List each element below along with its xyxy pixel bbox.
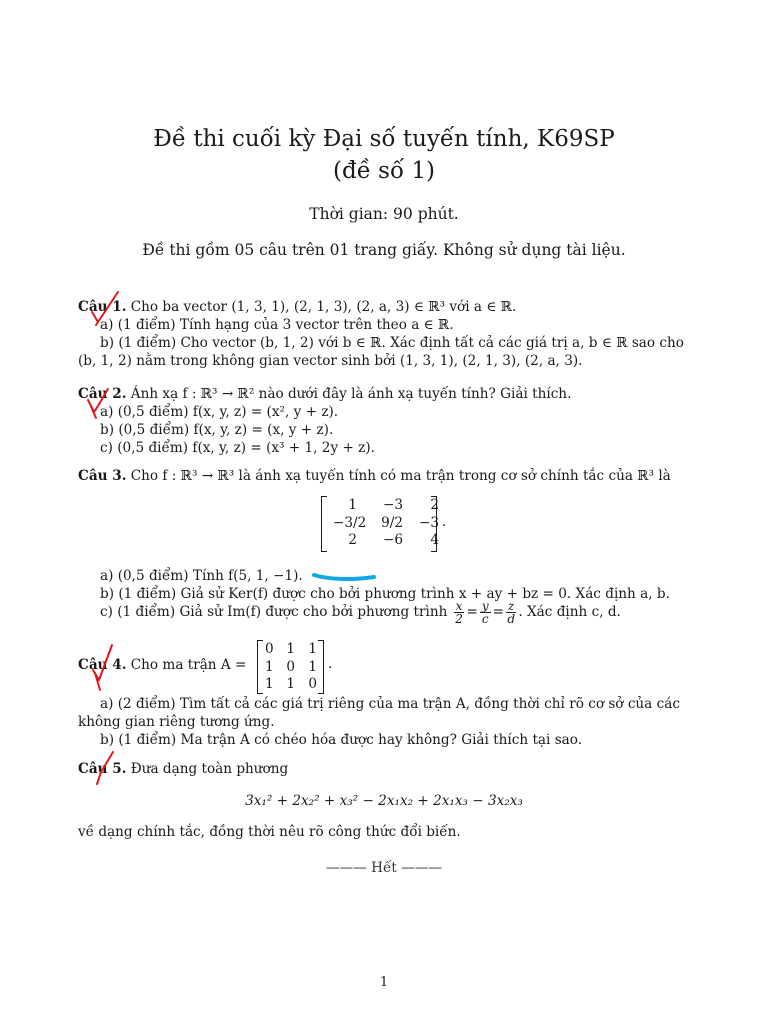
matrix-cell: 4 [430, 532, 439, 548]
frac-den: c [481, 612, 489, 626]
question-2-head: Câu 2. [78, 386, 127, 402]
quadratic-form: 3x₁² + 2x₂² + x₃² − 2x₁x₂ + 2x₁x₃ − 3x₂x₃ [245, 793, 523, 809]
red-check-mark [93, 645, 112, 690]
question-3-part-c-prefix: c) (1 điểm) Giả sử Im(f) được cho bởi phương trình [100, 604, 448, 620]
red-check-mark [92, 292, 118, 325]
matrix-cell: 0 [308, 676, 317, 692]
exam-time: Thời gian: 90 phút. [309, 205, 459, 223]
question-4-text: Cho ma trận A = [130, 657, 247, 673]
question-1-text: Cho ba vector (1, 3, 1), (2, 1, 3), (2, a, 3) ∈ ℝ³ với a ∈ ℝ. [130, 299, 517, 315]
question-1-part-b-cont: (b, 1, 2) nằm trong không gian vector sinh bởi (1, 3, 1), (2, 1, 3), (2, a, 3). [78, 353, 583, 369]
question-3-head: Câu 3. [78, 468, 127, 484]
red-check-mark [88, 389, 108, 418]
matrix-cell: 1 [348, 497, 357, 513]
matrix-cell: −3/2 [333, 514, 367, 531]
question-2-part-a: a) (0,5 điểm) f(x, y, z) = (x², y + z). [100, 404, 339, 420]
question-5-after: về dạng chính tắc, đồng thời nêu rõ công thức đổi biến. [78, 824, 461, 840]
red-check-mark [97, 752, 113, 784]
question-3-part-a: a) (0,5 điểm) Tính f(5, 1, −1). [100, 568, 303, 584]
question-2-text: Ánh xạ f : ℝ³ → ℝ² nào dưới đây là ánh xạ tuyến tính? Giải thích. [130, 386, 572, 402]
question-3-part-b: b) (1 điểm) Giả sử Ker(f) được cho bởi phương trình x + ay + bz = 0. Xác định a, b. [100, 586, 670, 602]
matrix-cell: −6 [382, 532, 403, 548]
matrix-cell: 2 [348, 532, 357, 548]
matrix-cell: 1 [286, 641, 295, 657]
end-marker: ——— Hết ——— [326, 860, 442, 876]
question-1-head: Câu 1. [78, 299, 127, 315]
blue-underline-mark [314, 575, 374, 579]
frac-num: x [455, 599, 463, 613]
question-4-part-b: b) (1 điểm) Ma trận A có chéo hóa được hay không? Giải thích tại sao. [100, 732, 583, 748]
exam-title: Đề thi cuối kỳ Đại số tuyến tính, K69SP [153, 126, 615, 152]
frac-den: d [507, 612, 516, 626]
question-4-part-a-cont: không gian riêng tương ứng. [78, 714, 275, 730]
matrix-cell: 1 [308, 641, 317, 657]
matrix-cell: 0 [265, 641, 274, 657]
question-4-part-a: a) (2 điểm) Tìm tất cả các giá trị riêng của ma trận A, đồng thời chỉ rõ cơ sở của các [100, 696, 680, 712]
exam-subtitle: (đề số 1) [333, 158, 435, 184]
question-3-part-c: c) (1 điểm) Giả sử Im(f) được cho bởi phương trình $\frac{x}{2}$ = $\frac{y}{c}$ = $\frac{z}{d}$ . Xác định c, d. [100, 599, 621, 626]
frac-num: y [481, 599, 489, 613]
question-3-text: Cho f : ℝ³ → ℝ³ là ánh xạ tuyến tính có ma trận trong cơ sở chính tắc của ℝ³ là [130, 468, 671, 484]
matrix-3-period: . [442, 514, 447, 530]
matrix-cell: 1 [265, 676, 274, 692]
question-1-part-b: b) (1 điểm) Cho vector (b, 1, 2) với b ∈ ℝ. Xác định tất cả các giá trị a, b ∈ ℝ sao cho [100, 335, 684, 351]
frac-num: z [508, 599, 515, 613]
question-3-part-c-suffix: . Xác định c, d. [518, 604, 621, 620]
question-5-text: Đưa dạng toàn phương [130, 761, 289, 777]
question-4-head: Câu 4. [78, 657, 127, 673]
question-2-part-c: c) (0,5 điểm) f(x, y, z) = (x³ + 1, 2y + z). [100, 440, 375, 456]
matrix-cell: −3 [382, 497, 403, 513]
question-2-part-b: b) (0,5 điểm) f(x, y, z) = (x, y + z). [100, 422, 334, 438]
matrix-cell: −3 [418, 514, 439, 531]
matrix-4-period: . [328, 656, 333, 672]
question-1-part-a: a) (1 điểm) Tính hạng của 3 vector trên theo a ∈ ℝ. [100, 317, 454, 333]
frac-den: 2 [455, 612, 463, 626]
matrix-cell: 1 [308, 658, 317, 675]
matrix-cell: 9/2 [381, 514, 403, 531]
matrix-cell: 1 [265, 658, 274, 675]
matrix-cell: 1 [286, 676, 295, 692]
matrix-cell: 0 [286, 658, 295, 675]
page-number: 1 [379, 975, 389, 990]
exam-instructions: Đề thi gồm 05 câu trên 01 trang giấy. Không sử dụng tài liệu. [142, 241, 626, 259]
question-5-head: Câu 5. [78, 761, 127, 777]
matrix-cell: 2 [430, 497, 439, 513]
